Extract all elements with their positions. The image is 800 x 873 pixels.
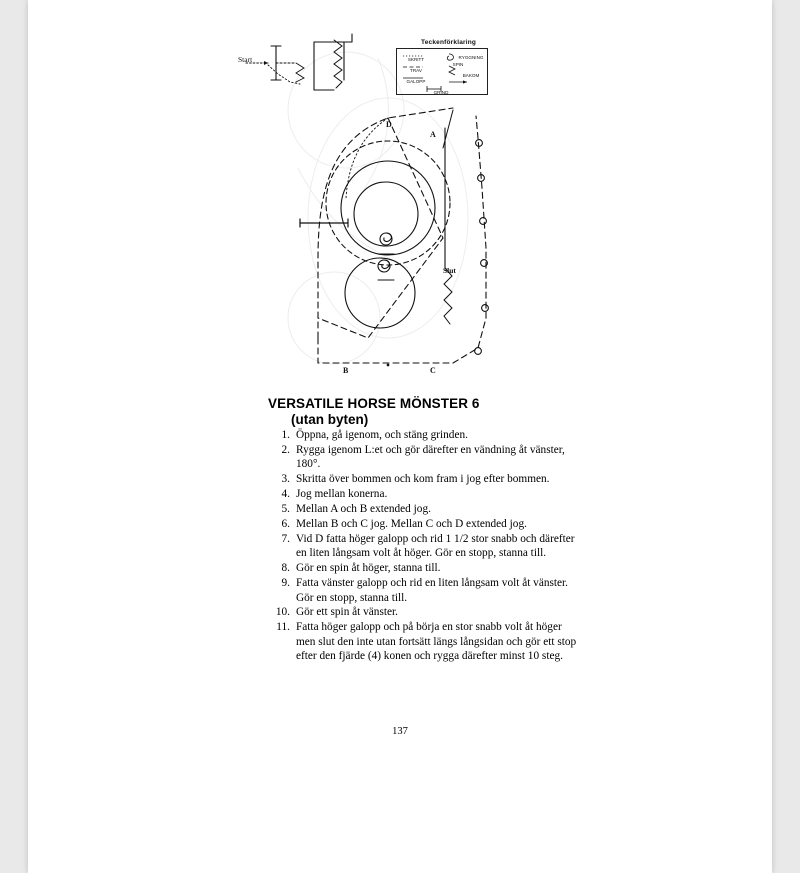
legend-label-ryggning: RYGGNING [458, 55, 484, 60]
diagonal-dashed [318, 118, 443, 338]
list-item [268, 620, 578, 663]
list-item [268, 561, 578, 575]
list-item-text: Gör en spin åt höger, stanna till. [296, 562, 441, 575]
list-item-number: 3. [281, 473, 290, 486]
list-item [268, 576, 578, 605]
list-item-number: 4. [281, 488, 290, 501]
list-item-text: Skritta över bommen och kom fram i jog efter bommen. [296, 473, 550, 486]
list-item-text: Rygga igenom L:et och gör därefter en vändning åt vänster, 180°. [296, 443, 565, 471]
list-item-number: 9. [281, 577, 290, 590]
list-item-number: 11. [276, 621, 290, 634]
list-item [268, 472, 578, 486]
marker-label-a: A [430, 130, 436, 139]
start-label: Start [238, 55, 253, 64]
legend-label-spin: SPIN [452, 62, 464, 67]
end-label: Slut [443, 266, 456, 275]
list-item-text: Vid D fatta höger galopp och rid 1 1/2 stor snabb och därefter en liten långsam volt åt höger. Gör en stopp, stanna till. [296, 532, 575, 560]
list-item-text: Mellan B och C jog. Mellan C och D extended jog. [296, 518, 527, 531]
legend-label-bakom: BAKOM [462, 73, 480, 78]
list-item [268, 532, 578, 561]
backup-zigzag-top [334, 40, 342, 88]
legend-box [396, 48, 488, 95]
list-item [268, 517, 578, 531]
list-item [268, 605, 578, 619]
list-item-number: 8. [281, 562, 290, 575]
gate-shape [271, 46, 296, 80]
list-item-number: 7. [281, 532, 290, 545]
list-item-text: Mellan A och B extended jog. [296, 503, 431, 516]
list-item-text: Öppna, gå igenom, och stäng grinden. [296, 429, 468, 441]
lower-circle [345, 258, 415, 328]
list-item [268, 502, 578, 516]
list-item-number: 5. [281, 503, 290, 516]
marker-label-c: C [430, 366, 436, 375]
spin-spiral-upper [380, 233, 392, 245]
pattern-diagram [238, 18, 558, 388]
page-number: 137 [392, 726, 408, 737]
page-subtitle: (utan byten) [291, 412, 369, 427]
list-item-number: 2. [281, 443, 290, 456]
outer-dashed-path-right [318, 116, 486, 363]
legend-label-grind: GRIND [433, 90, 449, 95]
small-circle [354, 182, 418, 246]
marker-label-b: B [343, 366, 349, 375]
legend-label-galopp: GALOPP [406, 79, 426, 84]
list-item-number: 10. [275, 606, 290, 619]
legend-title: Teckenförklaring [421, 39, 477, 46]
cones-bottom [387, 364, 389, 366]
list-item [268, 443, 578, 472]
list-item-text: Fatta vänster galopp och rid en liten långsam volt åt vänster. Gör en stopp, stanna till. [296, 577, 568, 604]
spin-spiral-lower [378, 260, 390, 272]
list-item-text: Fatta höger galopp och på börja en stor snabb volt åt höger men slut den inte utan fortsätt längs långsidan och gör ett stop efter den fjärde (4) konen och rygga därefter minst 10 steg. [296, 621, 577, 663]
pattern-step-list [268, 428, 578, 664]
legend-label-skritt: SKRITT [407, 57, 425, 62]
page-title: VERSATILE HORSE MÖNSTER 6 [268, 396, 480, 411]
list-item-text: Gör ett spin åt vänster. [296, 606, 398, 619]
list-item-number: 6. [281, 518, 290, 531]
marker-label-d: D [386, 120, 392, 129]
list-item-number: 1. [281, 429, 290, 441]
list-item [268, 487, 578, 501]
list-item-text: Jog mellan konerna. [296, 488, 388, 501]
document-page [28, 0, 772, 873]
L-shape [314, 34, 352, 90]
legend-label-trav: TRAV [410, 68, 422, 73]
backup-zigzag-end [444, 268, 452, 324]
list-item [268, 428, 578, 442]
